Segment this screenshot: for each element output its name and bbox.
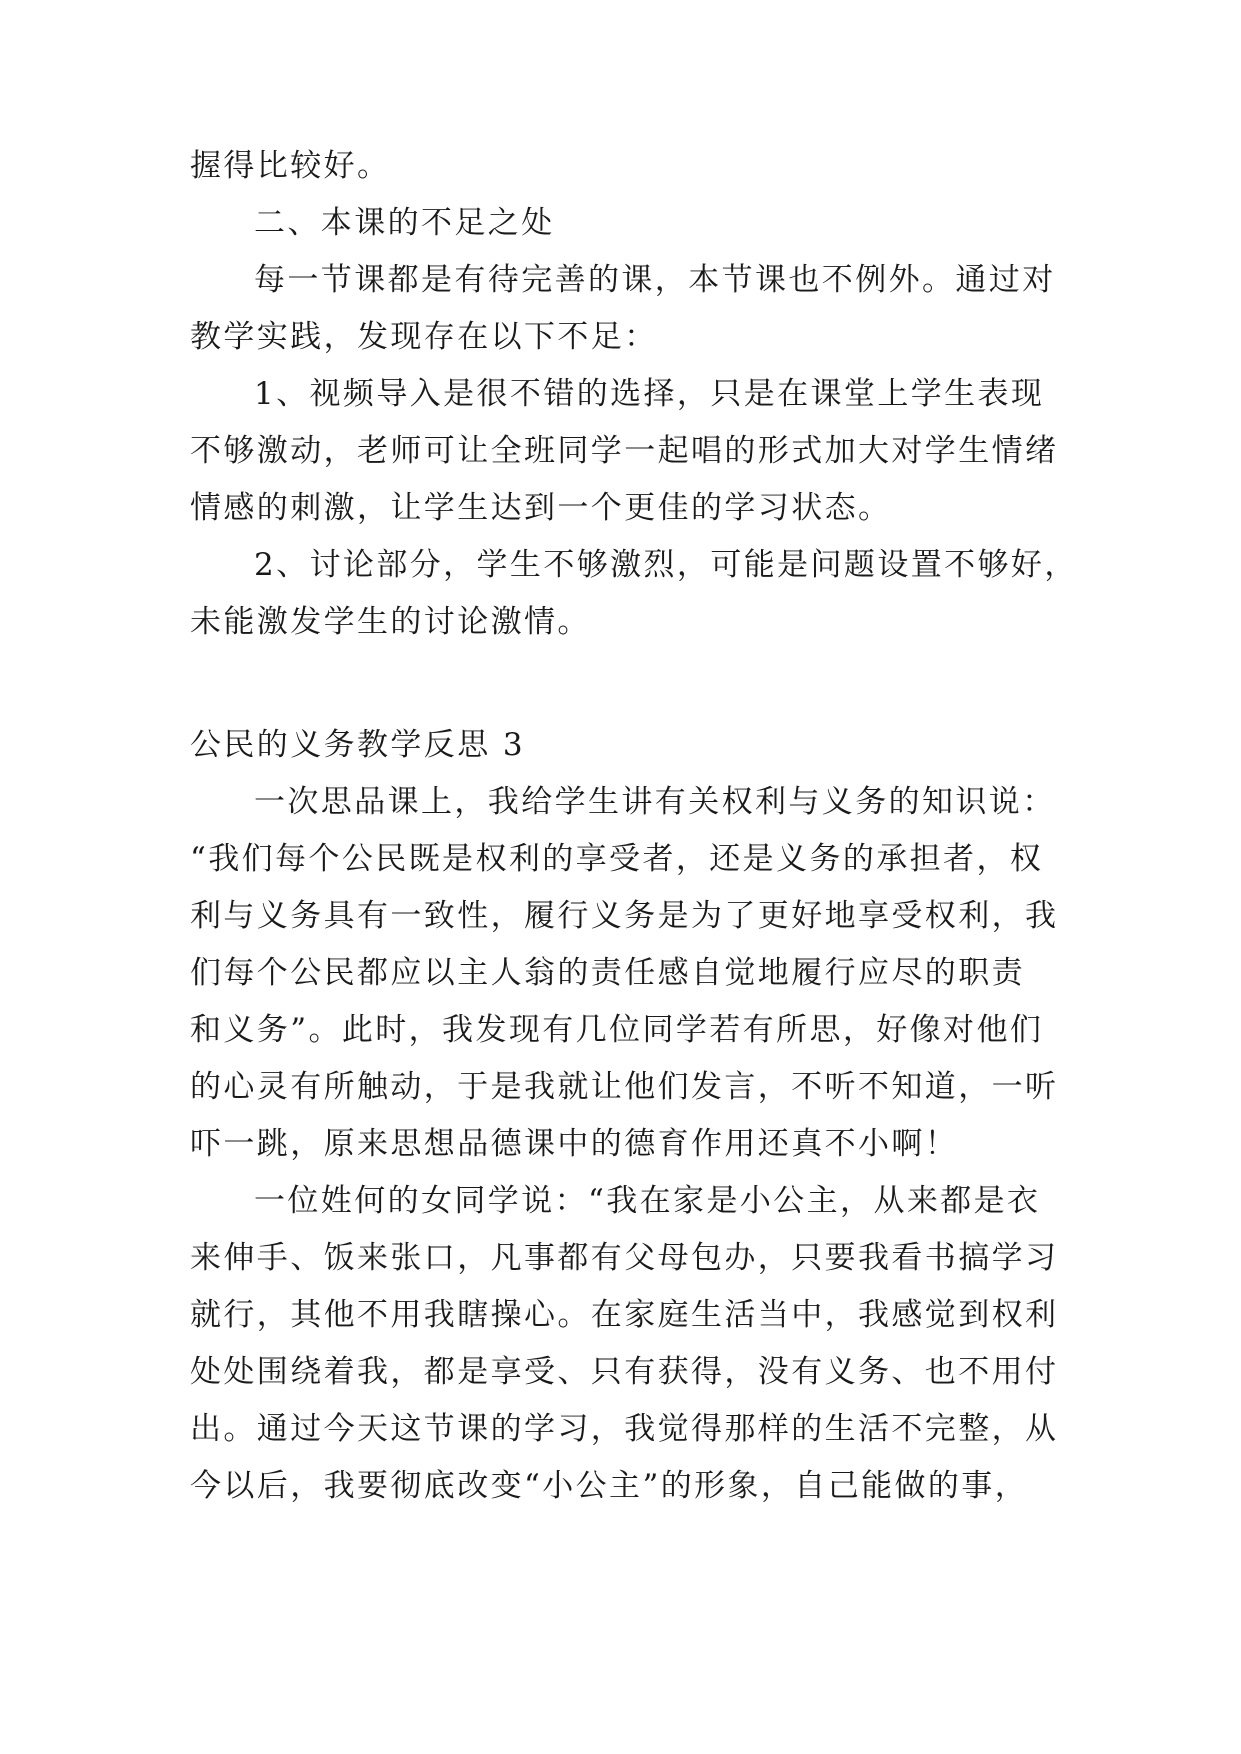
paragraph-line: 不够激动，老师可让全班同学一起唱的形式加大对学生情绪: [190, 433, 1059, 469]
paragraph-line: 和义务”。此时，我发现有几位同学若有所思，好像对他们: [190, 1012, 1044, 1048]
paragraph-line: 利与义务具有一致性，履行义务是为了更好地享受权利，我: [190, 898, 1059, 934]
list-item-1: 1、视频导入是很不错的选择，只是在课堂上学生表现: [254, 376, 1045, 412]
paragraph-line: “我们每个公民既是权利的享受者，还是义务的承担者，权: [190, 841, 1044, 877]
list-item-2: 2、讨论部分，学生不够激烈，可能是问题设置不够好，: [254, 547, 1078, 583]
section-subheading: 二、本课的不足之处: [254, 205, 555, 241]
paragraph-line: 处处围绕着我，都是享受、只有获得，没有义务、也不用付: [190, 1354, 1059, 1390]
paragraph-line: 握得比较好。: [190, 148, 391, 184]
paragraph-line: 未能激发学生的讨论激情。: [190, 604, 591, 640]
paragraph-line: 吓一跳，原来思想品德课中的德育作用还真不小啊！: [190, 1126, 959, 1162]
section-heading: 公民的义务教学反思 3: [190, 727, 525, 763]
paragraph-line: 一次思品课上，我给学生讲有关权利与义务的知识说：: [254, 784, 1056, 820]
paragraph-line: 一位姓何的女同学说：“我在家是小公主，从来都是衣: [254, 1183, 1041, 1219]
paragraph-line: 的心灵有所触动，于是我就让他们发言，不听不知道，一听: [190, 1069, 1059, 1105]
paragraph-line: 每一节课都是有待完善的课，本节课也不例外。通过对: [254, 262, 1056, 298]
paragraph-line: 教学实践，发现存在以下不足：: [190, 319, 658, 355]
paragraph-line: 们每个公民都应以主人翁的责任感自觉地履行应尽的职责: [190, 955, 1025, 991]
paragraph-line: 就行，其他不用我瞎操心。在家庭生活当中，我感觉到权利: [190, 1297, 1059, 1333]
paragraph-line: 出。通过今天这节课的学习，我觉得那样的生活不完整，从: [190, 1411, 1059, 1447]
paragraph-line: 来伸手、饭来张口，凡事都有父母包办，只要我看书搞学习: [190, 1240, 1059, 1276]
paragraph-line: 今以后，我要彻底改变“小公主”的形象，自己能做的事，: [190, 1468, 1029, 1504]
paragraph-line: 情感的刺激，让学生达到一个更佳的学习状态。: [190, 490, 892, 526]
